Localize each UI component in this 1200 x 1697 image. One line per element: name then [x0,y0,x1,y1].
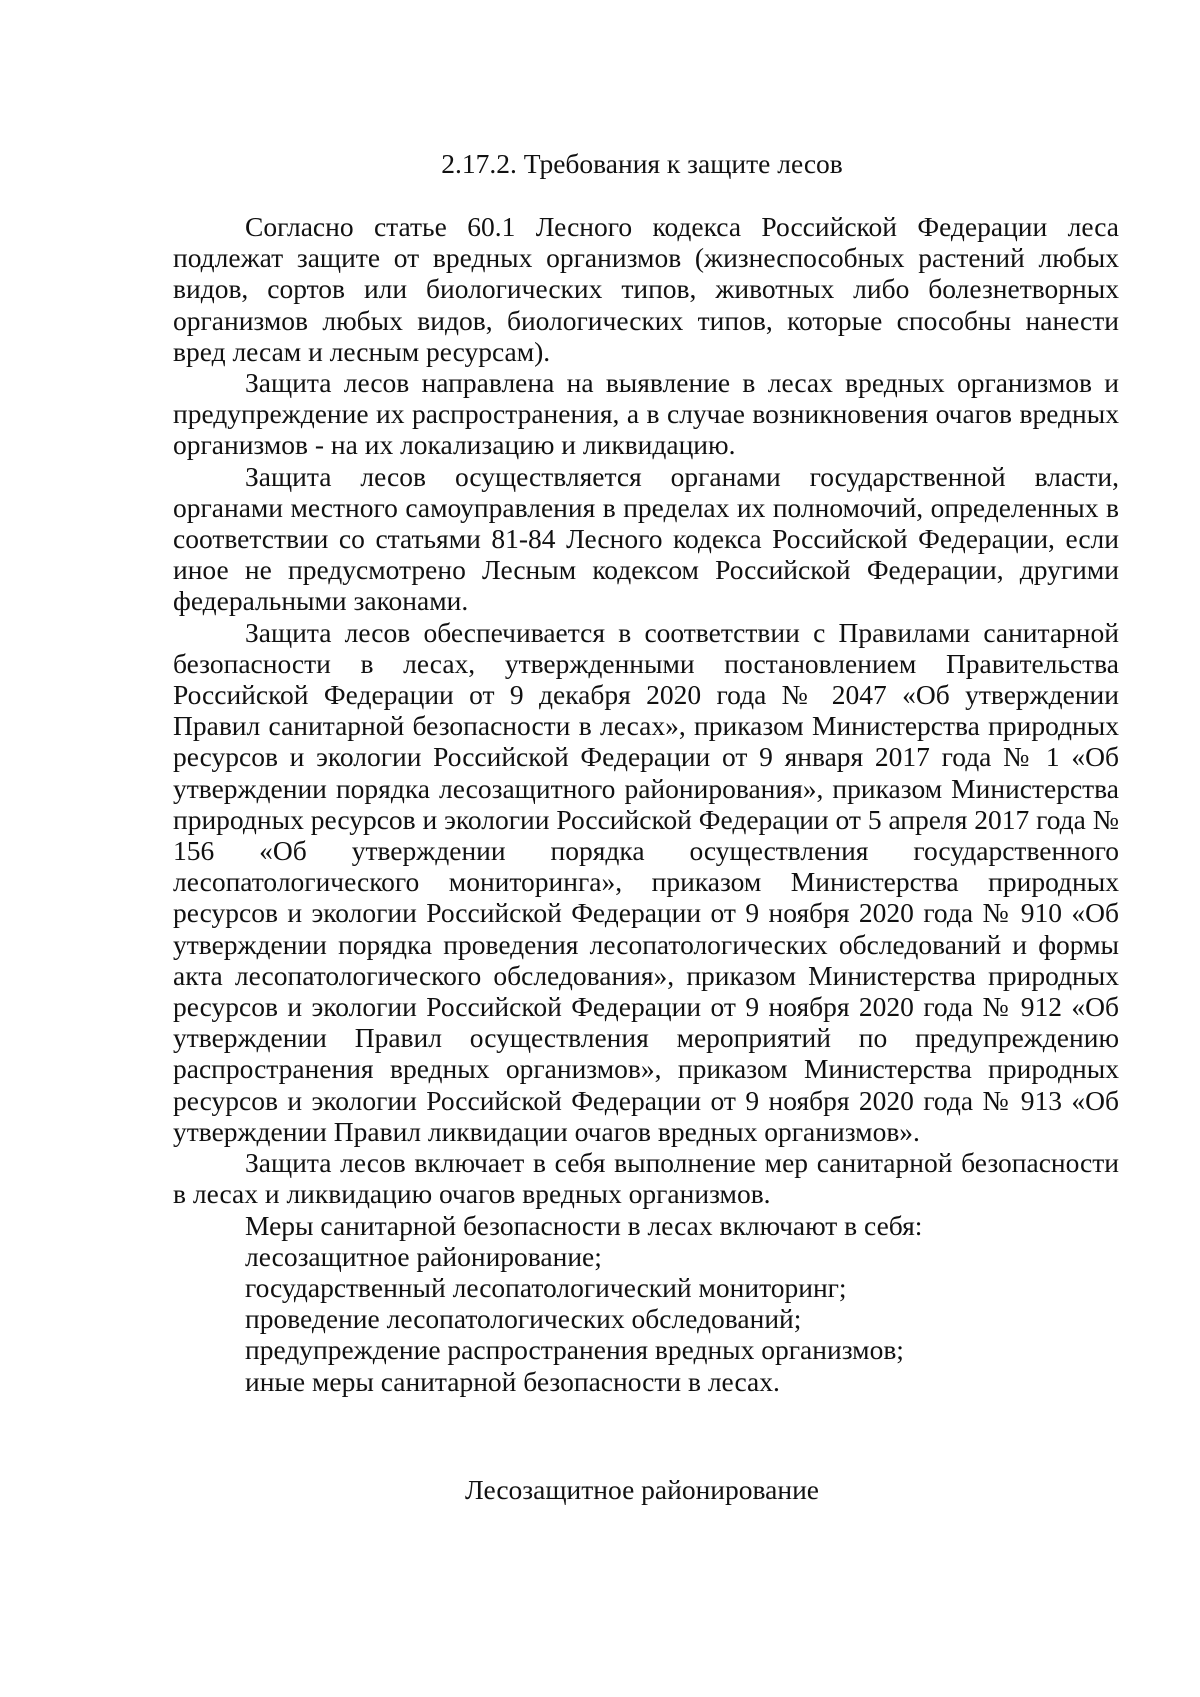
section-title: 2.17.2. Требования к защите лесов [441,148,843,179]
sanitary-measures-list [173,1241,1119,1397]
subsection-title: Лесозащитное районирование [465,1474,819,1505]
document-body [173,211,1119,1397]
list-intro: Меры санитарной безопасности в лесах включают в себя: [245,1209,923,1241]
list-item: государственный лесопатологический мониторинг; [245,1271,847,1303]
paragraph-protection-purpose: Защита лесов направлена на выявление в лесах вредных организмов и предупреждение их распространения, а в случае возникновения очагов вредных организмов - на их локализацию и ликвидацию. [173,367,1119,461]
paragraph-protection-authorities: Защита лесов осуществляется органами государственной власти, органами местного самоуправления в пределах их полномочий, определенных в соответствии со статьями 81-84 Лесного кодекса Российской Федерации, если иное не предусмотрено Лесным кодексом Российской Федерации, другими федеральными законами. [173,460,1119,617]
list-item: лесозащитное районирование; [245,1240,602,1272]
list-item: иные меры санитарной безопасности в лесах. [245,1365,780,1397]
list-item: предупреждение распространения вредных организмов; [245,1334,904,1366]
paragraph-regulations: Защита лесов обеспечивается в соответствии с Правилами санитарной безопасности в лесах, утвержденными постановлением Правительства Российской Федерации от 9 декабря 2020 года № 2047 «Об утверждении Правил санитарной безопасности в лесах», приказом Министерства природных ресурсов и экологии Российской Федерации от 9 января 2017 года № 1 «Об утверждении порядка лесозащитного районирования», приказом Министерства природных ресурсов и экологии Российской Федерации от 5 апреля 2017 года № 156 «Об утверждении порядка осуществления государственного лесопатологического мониторинга», приказом Министерства природных ресурсов и экологии Российской Федерации от 9 ноября 2020 года № 910 «Об утверждении порядка проведения лесопатологических обследований и формы акта лесопатологического обследования», приказом Министерства природных ресурсов и экологии Российской Федерации от 9 ноября 2020 года № 912 «Об утверждении Правил осуществления мероприятий по предупреждению распространения вредных организмов», приказом Министерства природных ресурсов и экологии Российской Федерации от 9 ноября 2020 года № 913 «Об утверждении Правил ликвидации очагов вредных организмов». [173,616,1119,1147]
list-item: проведение лесопатологических обследований; [245,1303,802,1335]
paragraph-article-60-1: Согласно статье 60.1 Лесного кодекса Российской Федерации леса подлежат защите от вредных организмов (жизнеспособных растений любых видов, сортов или биологических типов, животных либо болезнетворных организмов любых видов, биологических типов, которые способны нанести вред лесам и лесным ресурсам). [173,211,1119,367]
paragraph-protection-measures: Защита лесов включает в себя выполнение мер санитарной безопасности в лесах и ликвидацию очагов вредных организмов. [173,1147,1119,1210]
